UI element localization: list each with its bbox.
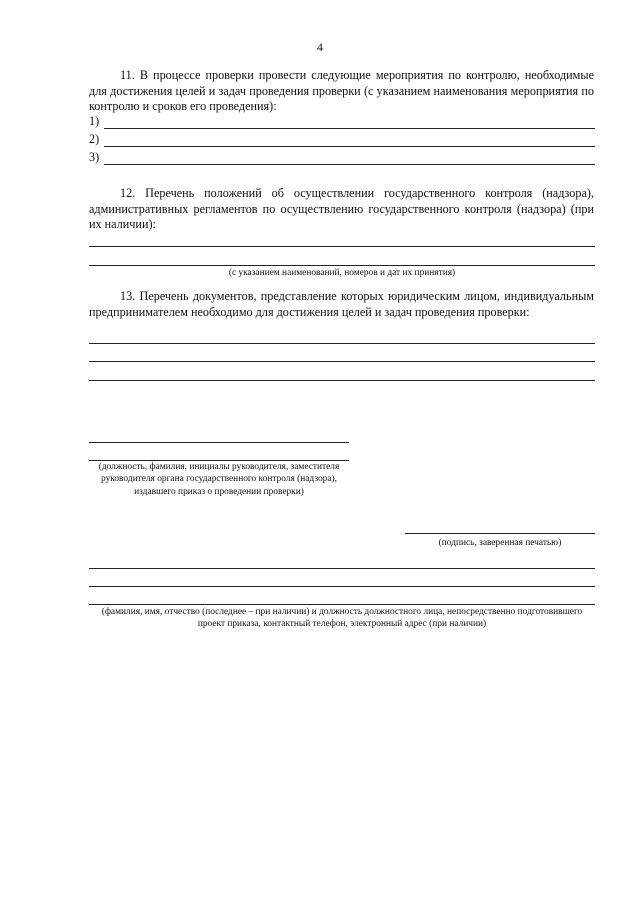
item-13-fill-line-3 bbox=[89, 380, 595, 381]
item-12-text: 12. Перечень положений об осуществлении государственного контроля (надзора), административных регламентов по осуществлению государственного контроля (надзора) (при их наличии): bbox=[89, 186, 594, 232]
signature-caption: (подпись, заверенная печатью) bbox=[438, 538, 562, 548]
item-13-fill-line-2 bbox=[89, 361, 595, 362]
item-11-line-label-2: 2) bbox=[89, 132, 100, 146]
preparer-line-2 bbox=[89, 586, 595, 587]
item-11-line-label-3: 3) bbox=[89, 150, 100, 164]
item-13-fill-line-1 bbox=[89, 343, 595, 344]
page-number: 4 bbox=[317, 40, 323, 54]
item-13-text: 13. Перечень документов, представление которых юридическим лицом, индивидуальным предпринимателем необходимо для достижения целей и задач проведения проверки: bbox=[89, 289, 594, 319]
item-11-fill-line-1 bbox=[104, 128, 595, 129]
preparer-caption: (фамилия, имя, отчество (последнее – при наличии) и должность должностного лица, непосредственно подготовившего проект приказа, контактный телефон, электронный адрес (при наличии) bbox=[101, 607, 583, 630]
head-signature-line-1 bbox=[89, 442, 349, 443]
head-signature-caption: (должность, фамилия, инициалы руководителя, заместителя руководителя органа государственного контроля (надзора), издавшего приказ о проведении проверки) bbox=[98, 462, 340, 497]
preparer-line-1 bbox=[89, 568, 595, 569]
item-11-text: 11. В процессе проверки провести следующие мероприятия по контролю, необходимые для достижения целей и задач проведения проверки (с указанием наименования мероприятия по контролю и сроков его проведения): bbox=[89, 68, 594, 114]
item-11-line-label-1: 1) bbox=[89, 114, 100, 128]
item-12-fill-line-1 bbox=[89, 246, 595, 247]
item-11-fill-line-3 bbox=[104, 164, 595, 165]
item-12-caption: (с указанием наименований, номеров и дат их принятия) bbox=[228, 268, 456, 278]
preparer-line-3 bbox=[89, 604, 595, 605]
item-11-fill-line-2 bbox=[104, 146, 595, 147]
item-12-fill-line-2 bbox=[89, 265, 595, 266]
signature-line bbox=[405, 533, 595, 534]
